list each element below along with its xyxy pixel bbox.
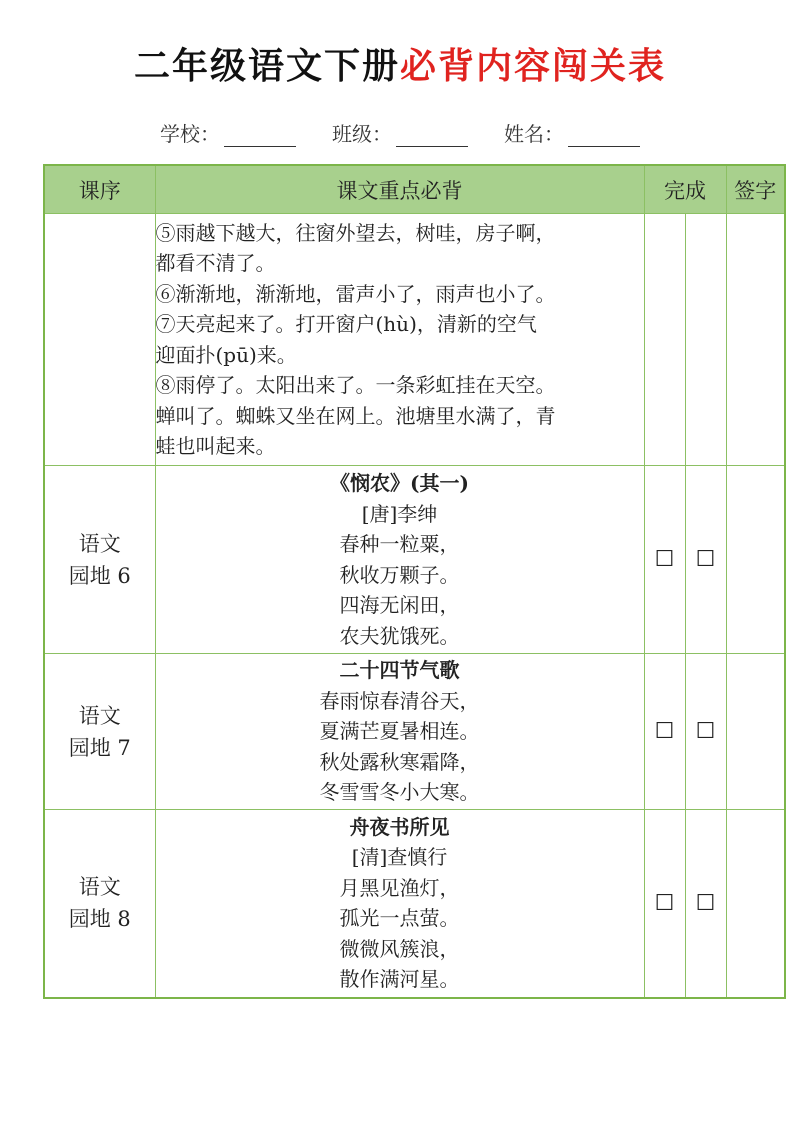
done-checkbox[interactable]: ☐: [644, 810, 685, 998]
done-checkbox[interactable]: ☐: [644, 466, 685, 654]
seq-line: 园地 6: [68, 563, 131, 588]
header-seq: 课序: [44, 165, 155, 214]
sign-cell[interactable]: [726, 214, 785, 466]
seq-line: 园地 7: [68, 735, 131, 760]
seq-line: 语文: [78, 875, 121, 900]
sign-cell[interactable]: [726, 654, 785, 810]
content-cell: [155, 810, 644, 998]
school-blank[interactable]: [224, 126, 296, 147]
poem-line: 四海无闲田，: [339, 593, 460, 617]
sign-cell[interactable]: [726, 466, 785, 654]
poem-title: 舟夜书所见: [349, 814, 450, 839]
poem-line: 春雨惊春清谷天，: [319, 688, 480, 713]
seq-line: 语文: [78, 531, 121, 556]
seq-cell: [44, 466, 155, 654]
class-field[interactable]: [332, 118, 468, 147]
text-line: ⑦天亮起来了。打开窗户(hù)，清新的空气: [155, 312, 537, 336]
poem-line: 散作满河星。: [339, 967, 460, 992]
name-field[interactable]: [504, 118, 640, 147]
poem-line: 夏满芒夏暑相连。: [319, 719, 480, 744]
table-row: [44, 466, 785, 654]
header-content: 课文重点必背: [155, 165, 644, 214]
poem-line: 孤光一点萤。: [339, 906, 460, 931]
poem-line: 秋处露秋寒霜降，: [319, 749, 480, 774]
text-line: ⑤雨越下越大，往窗外望去，树哇，房子啊，: [155, 220, 556, 245]
header-row: [44, 165, 785, 214]
seq-line: 语文: [78, 703, 121, 728]
info-line: [0, 118, 800, 147]
done-checkbox[interactable]: ☐: [685, 466, 726, 654]
done-checkbox[interactable]: ☐: [685, 810, 726, 998]
poem-line: 微微风簇浪，: [339, 936, 460, 961]
poem-line: 月黑见渔灯，: [339, 875, 460, 900]
name-blank[interactable]: [568, 126, 640, 147]
recitation-table: [43, 164, 786, 999]
poem-title: 《悯农》(其一): [330, 471, 469, 495]
done-cell[interactable]: [685, 214, 726, 466]
text-line: 都看不清了。: [155, 251, 276, 275]
page-title: [0, 38, 800, 89]
content-cell: [155, 214, 644, 466]
title-red-part: 必背内容闯关表: [400, 46, 667, 87]
seq-line: 园地 8: [68, 907, 131, 932]
table-row: [44, 654, 785, 810]
poem-line: 冬雪雪冬小大寒。: [319, 780, 480, 805]
sign-cell[interactable]: [726, 810, 785, 998]
header-sign: 签字: [726, 165, 785, 214]
name-label: 姓名：: [504, 122, 564, 146]
table-row: [44, 214, 785, 466]
poem-line: 秋收万颗子。: [339, 562, 460, 587]
seq-cell: [44, 810, 155, 998]
title-black-part: 二年级语文下册: [133, 46, 400, 87]
header-done: 完成: [644, 165, 726, 214]
content-cell: [155, 466, 644, 654]
seq-cell: [44, 214, 155, 466]
text-line: 蝉叫了。蜘蛛又坐在网上。池塘里水满了，青: [155, 403, 556, 428]
poem-title: 二十四节气歌: [339, 658, 460, 683]
poem-line: [清]查慎行: [351, 845, 448, 870]
text-line: 迎面扑(pū)来。: [155, 342, 297, 367]
content-cell: [155, 654, 644, 810]
text-line: ⑧雨停了。太阳出来了。一条彩虹挂在天空。: [155, 373, 556, 397]
poem-line: [唐]李绅: [361, 501, 438, 526]
class-label: 班级：: [332, 122, 392, 146]
text-line: 蛙也叫起来。: [155, 434, 276, 458]
table-row: [44, 810, 785, 998]
school-field[interactable]: [160, 118, 296, 147]
school-label: 学校：: [160, 122, 220, 146]
done-checkbox[interactable]: ☐: [644, 654, 685, 810]
poem-line: 农夫犹饿死。: [339, 623, 460, 648]
text-line: ⑥渐渐地，渐渐地，雷声小了，雨声也小了。: [155, 281, 556, 306]
seq-cell: [44, 654, 155, 810]
done-cell[interactable]: [644, 214, 685, 466]
class-blank[interactable]: [396, 126, 468, 147]
done-checkbox[interactable]: ☐: [685, 654, 726, 810]
poem-line: 春种一粒粟，: [339, 532, 460, 556]
